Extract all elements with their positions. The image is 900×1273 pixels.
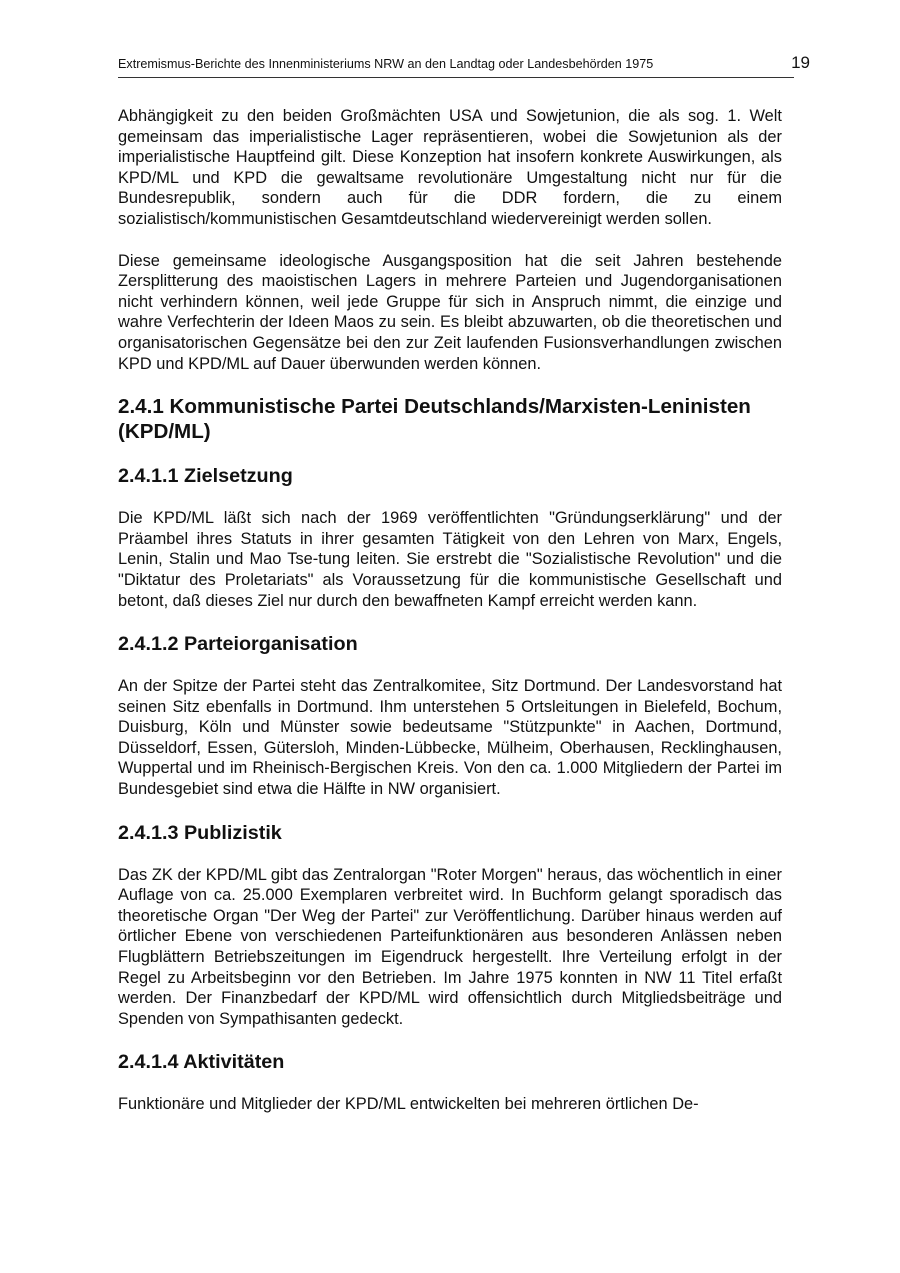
paragraph-intro: Abhängigkeit zu den beiden Großmächten USA und Sowjetunion, die als sog. 1. Welt gemeinsam das imperialistische Lager repräsentieren, wobei die Sowjetunion als der imperialistische Hauptfeind gilt. Diese Konzeption hat insofern konkrete Auswirkungen, als KPD/ML und KPD die gewaltsame revolutionäre Umgestaltung nicht nur für die Bundesrepublik, sondern auch für die DDR fordern, die zu einem sozialistisch/kommunistischen Gesamtdeutschland wiedervereinigt werden sollen. [118, 107, 782, 228]
running-header [118, 53, 810, 78]
header-title: Extremismus-Berichte des Innenministeriums NRW an den Landtag oder Landesbehörden 1975 [118, 57, 654, 71]
paragraph-publizistik: Das ZK der KPD/ML gibt das Zentralorgan "Roter Morgen" heraus, das wöchentlich in einer Auflage von ca. 25.000 Exemplaren verbreitet wird. In Buchform gelangt sporadisch das theoretische Organ "Der Weg der Partei" zur Veröffentlichung. Darüber hinaus werden auf örtlicher Ebene von verschiedenen Parteifunktionären aus besonderen Anlässen neben Flugblättern Betriebszeitungen im Eigendruck hergestellt. Ihre Verteilung erfolgt in der Regel zu Arbeitsbeginn vor den Betrieben. Im Jahre 1975 konnten in NW 11 Titel erfaßt werden. Der Finanzbedarf der KPD/ML wird offensichtlich durch Mitgliedsbeiträge und Spenden von Sympathisanten gedeckt. [118, 865, 782, 1028]
subsection-heading-aktivitaeten: 2.4.1.4 Aktivitäten [118, 1051, 285, 1074]
section-heading-kpd-ml: 2.4.1 Kommunistische Partei Deutschlands/Marxisten-Leninisten (KPD/ML) [118, 395, 751, 443]
page-number: 19 [791, 53, 810, 72]
paragraph-fragmentation: Diese gemeinsame ideologische Ausgangsposition hat die seit Jahren bestehende Zersplitterung des maoistischen Lagers in mehrere Parteien und Jugendorganisationen nicht verhindern können, weil jede Gruppe für sich in Anspruch nimmt, die einzige und wahre Verfechterin der Ideen Maos zu sein. Es bleibt abzuwarten, ob die theoretischen und organisatorischen Gegensätze bei den zur Zeit laufenden Fusionsverhandlungen zwischen KPD und KPD/ML auf Dauer überwunden werden können. [118, 251, 782, 373]
subsection-heading-publizistik: 2.4.1.3 Publizistik [118, 821, 282, 844]
subsection-heading-zielsetzung: 2.4.1.1 Zielsetzung [118, 465, 293, 488]
paragraph-zielsetzung: Die KPD/ML läßt sich nach der 1969 veröffentlichten "Gründungserklärung" und der Präambel ihres Statuts in ihrer gesamten Tätigkeit von den Lehren von Marx, Engels, Lenin, Stalin und Mao Tse-tung leiten. Sie erstrebt die "Sozialistische Revolution" und die "Diktatur des Proletariats" als Voraussetzung für die kommunistische Gesellschaft und betont, daß dieses Ziel nur durch den bewaffneten Kampf erreicht werden kann. [118, 509, 782, 610]
paragraph-parteiorganisation: An der Spitze der Partei steht das Zentralkomitee, Sitz Dortmund. Der Landesvorstand hat seinen Sitz ebenfalls in Dortmund. Ihm unterstehen 5 Ortsleitungen in Bielefeld, Bochum, Duisburg, Köln und Münster sowie bedeutsame "Stützpunkte" in Aachen, Dortmund, Düsseldorf, Essen, Gütersloh, Minden-Lübbecke, Mülheim, Oberhausen, Recklinghausen, Wuppertal und im Rheinisch-Bergischen Kreis. Von den ca. 1.000 Mitgliedern der Partei im Bundesgebiet sind etwa die Hälfte in NW organisiert. [118, 677, 782, 799]
subsection-heading-parteiorganisation: 2.4.1.2 Parteiorganisation [118, 633, 358, 656]
document-body [118, 106, 782, 1136]
paragraph-aktivitaeten: Funktionäre und Mitglieder der KPD/ML entwickelten bei mehreren örtlichen De- [118, 1095, 699, 1114]
